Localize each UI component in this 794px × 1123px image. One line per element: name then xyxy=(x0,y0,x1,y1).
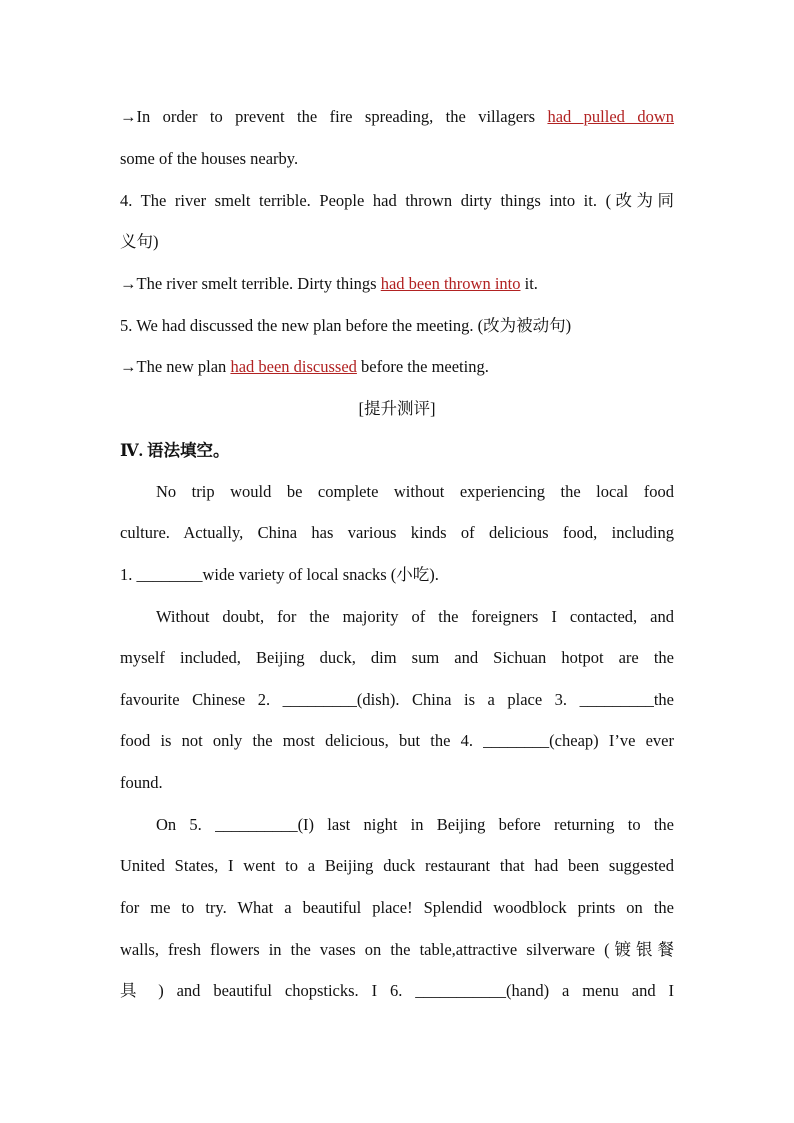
passage-line: food is not only the most delicious, but the 4. ________(cheap) I’ve ever xyxy=(120,731,674,750)
passage-line: No trip would be complete without experiencing the local food xyxy=(156,482,674,501)
passage-line: Without doubt, for the majority of the foreigners I contacted, and xyxy=(156,607,674,626)
passage-line: On 5. __________(I) last night in Beijing before returning to the xyxy=(156,815,674,834)
answer-line-4-suffix: it. xyxy=(524,274,538,293)
answer-line-5-suffix: before the meeting. xyxy=(361,357,489,376)
passage-line: United States, I went to a Beijing duck restaurant that had been suggested xyxy=(120,856,674,875)
passage-line: found. xyxy=(120,773,163,792)
passage-line: for me to try. What a beautiful place! Splendid woodblock prints on the xyxy=(120,898,674,917)
question-4-line-1: 4. The river smelt terrible. People had thrown dirty things into it. (改为同 xyxy=(120,191,674,210)
passage-line: walls, fresh flowers in the vases on the table,attractive silverware (镀银餐 xyxy=(120,940,674,959)
answer-line-3 xyxy=(120,103,674,131)
answer-4: had been thrown into xyxy=(380,274,521,293)
answer-line-5 xyxy=(120,353,674,381)
passage-line: culture. Actually, China has various kinds of delicious food, including xyxy=(120,523,674,542)
passage-line: 具 ) and beautiful chopsticks. I 6. ___________(hand) a menu and I xyxy=(120,981,674,1000)
passage-line: myself included, Beijing duck, dim sum and Sichuan hotpot are the xyxy=(120,648,674,667)
answer-3: had pulled down xyxy=(547,107,675,126)
answer-line-3-prefix: →In order to prevent the fire spreading, the villagers xyxy=(120,107,536,126)
passage-line: 1. ________wide variety of local snacks (小吃). xyxy=(120,565,439,584)
answer-5: had been discussed xyxy=(230,357,357,376)
answer-line-5-prefix: →The new plan xyxy=(120,357,227,376)
question-5: 5. We had discussed the new plan before the meeting. (改为被动句) xyxy=(120,316,572,335)
question-4-line-2: 义句) xyxy=(120,232,159,251)
passage-line: favourite Chinese 2. _________(dish). China is a place 3. _________the xyxy=(120,690,674,709)
section-title: [提升测评] xyxy=(358,399,436,418)
answer-line-4 xyxy=(120,270,674,298)
answer-line-3-continuation: some of the houses nearby. xyxy=(120,149,299,168)
answer-line-4-prefix: →The river smelt terrible. Dirty things xyxy=(120,274,377,293)
section-heading: Ⅳ. 语法填空。 xyxy=(120,441,230,460)
